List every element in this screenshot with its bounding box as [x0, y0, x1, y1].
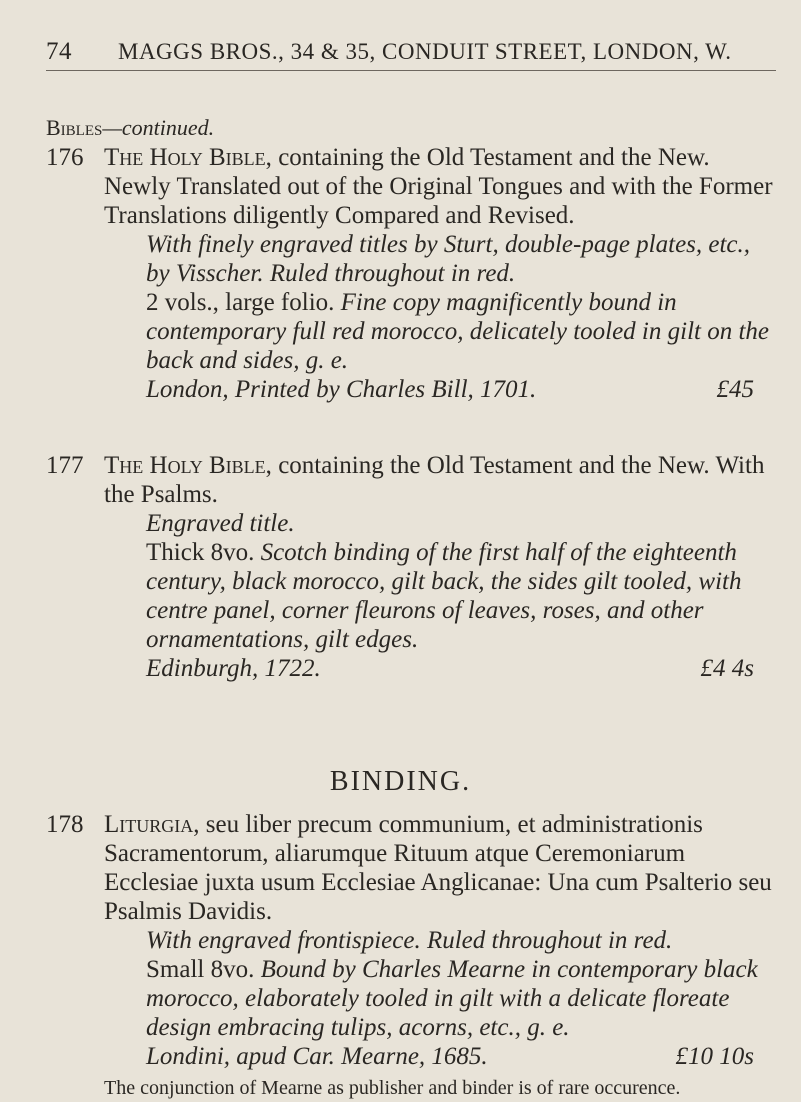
entry-format: 2 vols., large folio.	[146, 289, 335, 316]
entry-illustrations: Engraved title.	[146, 510, 295, 537]
section-continued	[46, 115, 214, 141]
entry-illustrations: With finely engraved titles by Sturt, double-page plates, etc., by Visscher. Ruled throughout in red.	[146, 231, 751, 287]
entry-illustrations: With engraved frontispiece. Ruled throughout in red.	[146, 927, 673, 954]
entry-imprint-row	[104, 654, 774, 683]
section-label: Bibles	[46, 115, 103, 140]
header-rule	[46, 70, 776, 71]
entry-binding: Fine copy magnificently bound in contemporary full red morocco, delicately tooled in gilt on the back and sides, g. e.	[146, 289, 770, 374]
entry-title-rest: containing the Old Testament and the New. With the Psalms.	[104, 452, 765, 508]
section-heading: BINDING.	[329, 766, 472, 797]
entry-imprint: London, Printed by Charles Bill, 1701.	[146, 376, 537, 403]
entry-title-rest: containing the Old Testament and the New. Newly Translated out of the Original Tongues and with the Former Translations diligently Compared and Revised.	[104, 144, 773, 229]
entry-binding: Scotch binding of the first half of the eighteenth century, black morocco, gilt back, the sides gilt tooled, with centre panel, corner fleurons of leaves, roses, and other ornamentations, gilt edges.	[146, 539, 742, 653]
entry-title	[104, 810, 774, 926]
entry-price: £45	[716, 376, 754, 403]
running-header	[46, 38, 766, 66]
catalogue-entry	[46, 143, 774, 404]
catalogue-entry	[46, 451, 774, 683]
entry-price: £10 10s	[675, 1043, 754, 1070]
entry-imprint-row	[104, 1042, 774, 1071]
entry-title-caps: The Holy Bible,	[104, 144, 272, 171]
continued-suffix: —continued.	[102, 115, 215, 140]
entry-format: Small 8vo.	[146, 956, 255, 983]
header-title: MAGGS BROS., 34 & 35, CONDUIT STREET, LONDON, W.	[118, 39, 732, 64]
entry-number: 176	[46, 144, 84, 171]
catalogue-entry	[46, 810, 774, 1101]
entry-imprint: Edinburgh, 1722.	[146, 655, 321, 682]
entry-binding: Bound by Charles Mearne in contemporary black morocco, elaborately tooled in gilt with a delicate floreate design embracing tulips, acorns, etc., g. e.	[146, 956, 758, 1041]
page-number: 74	[46, 38, 72, 65]
entry-format-binding	[104, 288, 774, 375]
entry-title-rest: seu liber precum communium, et administrationis Sacramentorum, aliarumque Rituum atque Ceremoniarum Ecclesiae juxta usum Ecclesiae Anglicanae: Una cum Psalterio seu Psalmis Davidis.	[104, 811, 772, 925]
entry-title-caps: The Holy Bible,	[104, 452, 272, 479]
entry-imprint: Londini, apud Car. Mearne, 1685.	[146, 1043, 488, 1070]
entry-number: 177	[46, 452, 84, 479]
entry-price: £4 4s	[700, 655, 754, 682]
entry-title	[104, 451, 774, 509]
entry-format: Thick 8vo.	[146, 539, 255, 566]
entry-note: The conjunction of Mearne as publisher and binder is of rare occurence.	[104, 1077, 681, 1099]
entry-title	[104, 143, 774, 230]
entry-number: 178	[46, 811, 84, 838]
entry-imprint-row	[104, 375, 774, 404]
entry-format-binding	[104, 538, 774, 654]
entry-title-caps: Liturgia,	[104, 811, 200, 838]
entry-format-binding	[104, 955, 774, 1042]
